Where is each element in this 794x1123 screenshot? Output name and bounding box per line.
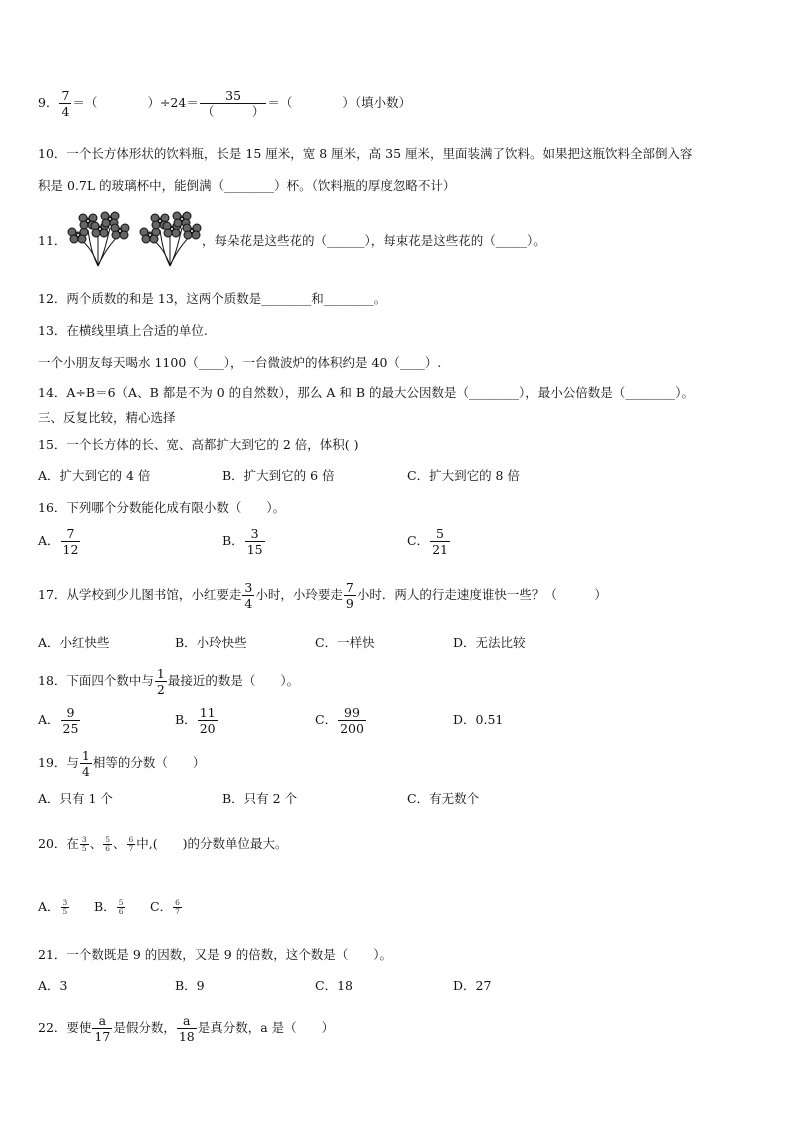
fraction: $\frac{99}{200}$	[340, 705, 364, 736]
option-b: B． $\frac{3}{15}$	[222, 526, 263, 557]
option-c: C．扩大到它的 8 倍	[407, 468, 520, 483]
answer-blank	[97, 95, 147, 111]
fraction: $\frac{7}{12}$	[62, 526, 79, 557]
option-b: B．小玲快些	[175, 635, 247, 650]
section-heading: 三、反复比较，精心选择	[38, 410, 176, 425]
question-13-line2: 一个小朋友每天喝水 1100（____），一台微波炉的体积约是 40（____）.	[38, 355, 442, 370]
option-c: C． $\frac{99}{200}$	[315, 705, 364, 736]
question-14: 14．A÷B＝6（A、B 都是不为 0 的自然数），那么 A 和 B 的最大公因数是（________），最小公倍数是（________）。	[38, 385, 694, 400]
option-c: C．有无数个	[407, 791, 480, 806]
option-a: A． $\frac{9}{25}$	[38, 705, 79, 736]
option-d: D．0.51	[453, 712, 504, 727]
question-10-line2: 积是 0.7L 的玻璃杯中，能倒满（________）杯。（饮料瓶的厚度忽略不计）	[38, 178, 456, 193]
question-18: 18．下面四个数中与 $\frac{1}{2}$ 最接近的数是（ ）。	[38, 666, 300, 697]
question-21: 21．一个数既是 9 的因数，又是 9 的倍数，这个数是（ ）。	[38, 947, 392, 962]
option-a: A． $\frac{3}{5}$	[38, 898, 68, 916]
question-22: 22．要使 $\frac{a}{17}$ 是假分数， $\frac{a}{18}$ 是真分数，a 是（ ）	[38, 1013, 335, 1044]
fraction: $\frac{11}{20}$	[199, 705, 216, 736]
option-c: C． $\frac{6}{7}$	[150, 898, 180, 916]
question-16: 16．下列哪个分数能化成有限小数（ ）。	[38, 500, 286, 515]
fraction: $\frac{1}{4}$	[81, 748, 90, 779]
flower-bouquet-left-icon	[68, 212, 129, 266]
option-b: B．扩大到它的 6 倍	[222, 468, 335, 483]
option-d: D．27	[453, 978, 492, 993]
option-b: B．9	[175, 978, 205, 993]
fraction: $\frac{6}{7}$	[128, 835, 134, 853]
question-13-line1: 13．在横线里填上合适的单位.	[38, 323, 208, 338]
question-number: 9．	[38, 95, 59, 110]
question-15: 15．一个长方体的长、宽、高都扩大到它的 2 倍，体积( )	[38, 437, 359, 452]
question-20: 20．在 $\frac{3}{5}$ 、 $\frac{5}{6}$ 、 $\frac{6}{7}$ 中,( )的分数单位最大。	[38, 835, 288, 853]
option-c: C．一样快	[315, 635, 375, 650]
fraction: $\frac{7}{9}$	[345, 580, 354, 611]
question-10-line1: 10．一个长方体形状的饮料瓶，长是 15 厘米，宽 8 厘米，高 35 厘米，里面装满了饮料。如果把这瓶饮料全部倒入容	[38, 146, 693, 161]
fraction: $\frac{3}{5}$	[62, 898, 68, 916]
question-12: 12．两个质数的和是 13，这两个质数是________和________。	[38, 291, 387, 306]
question-19: 19．与 $\frac{1}{4}$ 相等的分数（ ）	[38, 748, 206, 779]
option-d: D．无法比较	[453, 635, 526, 650]
question-11: 11．	[38, 233, 67, 248]
fraction: $\frac{3}{4}$	[244, 580, 253, 611]
flower-bouquet-right-icon	[140, 212, 201, 266]
flower-bouquets-image	[64, 208, 202, 270]
question-11-text: ，每朵花是这些花的（______），每束花是这些花的（_____）。	[202, 233, 546, 248]
fraction: $\frac{6}{7}$	[175, 898, 180, 916]
option-b: B．只有 2 个	[222, 791, 298, 806]
option-a: A．扩大到它的 4 倍	[38, 468, 151, 483]
answer-blank	[292, 95, 342, 111]
fraction: $\frac{3}{15}$	[246, 526, 263, 557]
fraction: $\frac{1}{2}$	[156, 666, 165, 697]
option-b: B． $\frac{11}{20}$	[175, 705, 216, 736]
option-a: A．只有 1 个	[38, 791, 113, 806]
option-c: C． $\frac{5}{21}$	[407, 526, 448, 557]
option-b: B． $\frac{5}{6}$	[94, 898, 124, 916]
fraction: $\frac{9}{25}$	[62, 705, 79, 736]
option-a: A．小红快些	[38, 635, 110, 650]
question-17: 17．从学校到少儿图书馆，小红要走 $\frac{3}{4}$ 小时，小玲要走 $\frac{7}{9}$ 小时．两人的行走速度谁快一些？（ ）	[38, 580, 607, 611]
fraction: $\frac{7}{4}$	[61, 88, 70, 119]
option-a: A． $\frac{7}{12}$	[38, 526, 79, 557]
option-a: A．3	[38, 978, 68, 993]
fraction: $\frac{3}{5}$	[81, 835, 87, 853]
fraction: $\frac{5}{6}$	[118, 898, 124, 916]
fraction: $\frac{a}{17}$	[94, 1013, 111, 1044]
fraction: $\frac{a}{18}$	[178, 1013, 195, 1044]
fraction: $\frac{5}{6}$	[105, 835, 110, 853]
fraction: 35 （ ）	[201, 88, 265, 119]
fraction: $\frac{5}{21}$	[432, 526, 448, 557]
option-c: C．18	[315, 978, 353, 993]
question-9: 9． $\frac{7}{4}$ ＝（ ）÷24＝ 35 （ ） ＝（ ）（填小数）	[38, 88, 412, 119]
